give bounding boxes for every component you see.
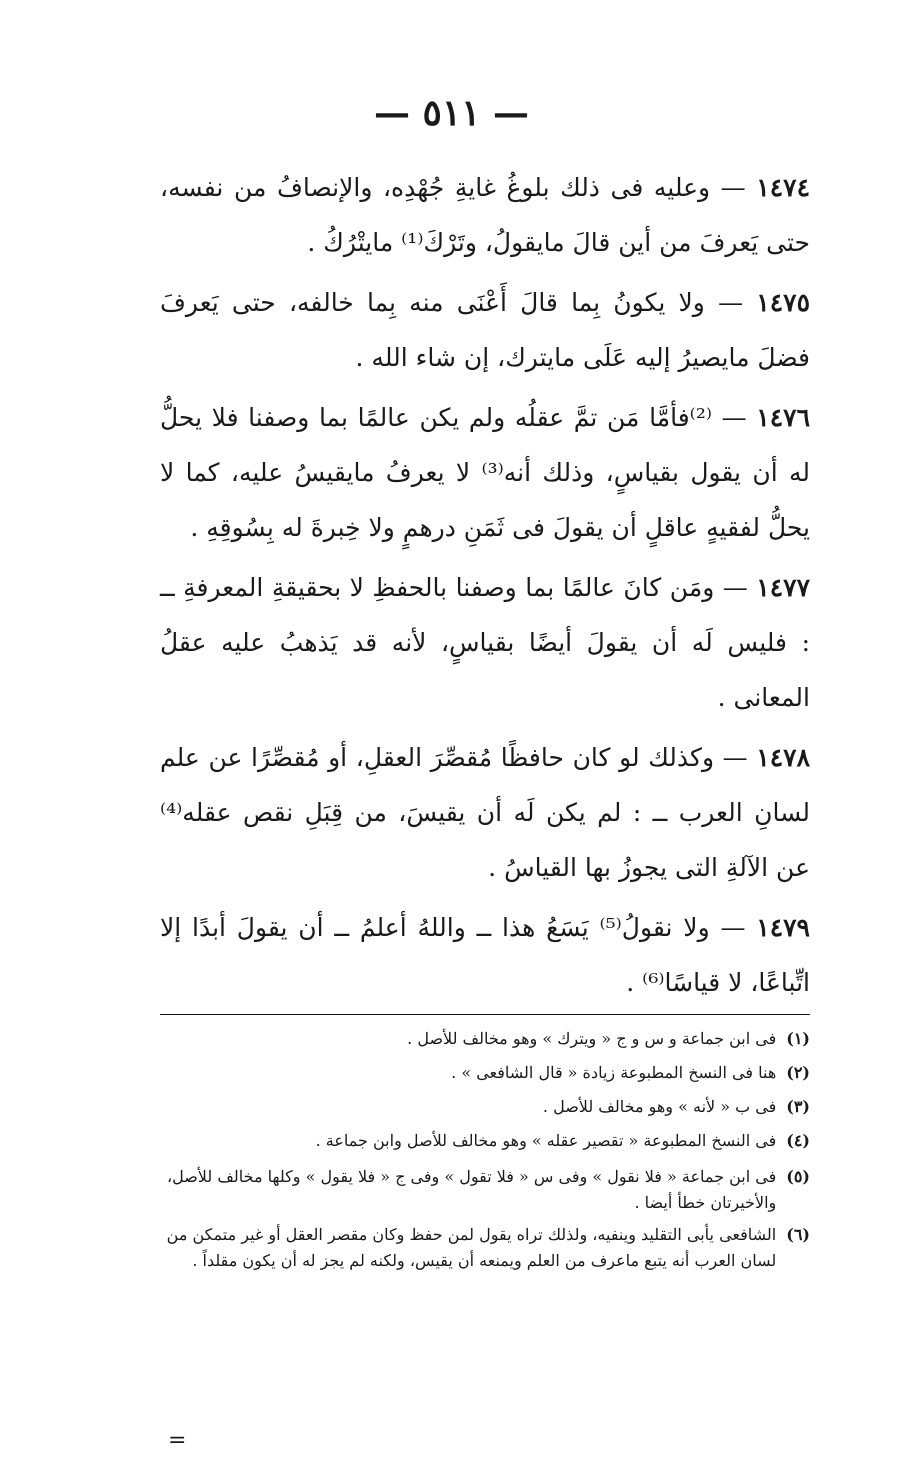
footnote-text: فى ب « لأنه » وهو مخالف للأصل . [542,1097,777,1116]
paragraph-number: ١٤٧٥ [756,288,810,317]
paragraph-text: — وعليه فى ذلك بلوغُ غايةِ جُهْدِه، والإنصافُ من نفسه، حتى يَعرفَ من أين قالَ مايقولُ، وتَرْكَ⁽¹⁾ مايتْرُكُ . [160,173,810,257]
footnote [160,1158,810,1216]
footnote-divider [160,1014,810,1015]
paragraph-number: ١٤٧٨ [756,743,810,772]
footnote-number: (٢) [786,1063,810,1082]
footnote-text: الشافعى يأبى التقليد وينفيه، ولذلك تراه يقول لمن حفظ وكان مقصر العقل أو غير متمكن من لسان العرب أنه يتبع ماعرف من العلم ويمنعه أن يقيس، ولكنه لم يجز له أن يكون مقلداً . [166,1225,777,1270]
paragraph-number: ١٤٧٩ [756,913,810,942]
paragraph-number: ١٤٧٧ [756,573,811,602]
footnote-number: (٤) [786,1131,810,1150]
main-text [160,160,810,1015]
paragraph-number: ١٤٧٦ [756,403,811,432]
paragraph-number: ١٤٧٤ [756,173,810,202]
footnote [160,1090,810,1124]
paragraph [160,160,810,270]
footnote [160,1022,810,1056]
paragraph-text: — ولا يكونُ بِما قالَ أَعْنَى منه بِما خالفه، حتى يَعرفَ فضلَ مايصيرُ إليه عَلَى مايترك، إن شاء الله . [160,288,810,372]
paragraph-text: — ⁽²⁾فأمَّا مَن تمَّ عقلُه ولم يكن عالمًا بما وصفنا فلا يحلُّ له أن يقول بقياسٍ، وذلك أنه⁽³⁾ لا يعرفُ مايقيسُ عليه، كما لا يحلُّ لفقيهٍ عاقلٍ أن يقولَ فى ثَمَنِ درهمٍ ولا خِبرةَ له بِسُوقِهِ . [160,403,810,542]
footnote-number: (٣) [786,1097,810,1116]
paragraph [160,560,810,725]
footnote [160,1056,810,1090]
footnote [160,1124,810,1158]
footnote-text: هنا فى النسخ المطبوعة زيادة « قال الشافعى » . [451,1063,777,1082]
footnote-text: فى النسخ المطبوعة « تقصير عقله » وهو مخالف للأصل وابن جماعة . [315,1131,777,1150]
paragraph-text: — ولا نقولُ⁽⁵⁾ يَسَعُ هذا ــ واللهُ أعلمُ ــ أن يقولَ أبدًا إلا اتِّباعًا، لا قياسًا⁽⁶⁾ . [160,913,810,997]
paragraph [160,390,810,555]
footnote-text: فى ابن جماعة و س و ج « ويترك » وهو مخالف للأصل . [407,1029,777,1048]
paragraph [160,900,810,1010]
footnote [160,1216,810,1274]
footnote-number: (٥) [786,1167,810,1186]
footnotes [160,1022,810,1274]
paragraph [160,275,810,385]
paragraph-text: — ومَن كانَ عالمًا بما وصفنا بالحفظِ لا بحقيقةِ المعرفةِ ــ : فليس لَه أن يقولَ أيضًا بقياسٍ، لأنه قد يَذهبُ عليه عقلُ المعانى . [160,573,810,712]
continuation-mark: = [168,1428,187,1453]
footnote-text: فى ابن جماعة « فلا نقول » وفى س « فلا تقول » وفى ج « فلا يقول » وكلها مخالف للأصل، والأخيرتان خطأ أيضا . [166,1167,777,1212]
paragraph-text: — وكذلك لو كان حافظًا مُقصِّرَ العقلِ، أو مُقصِّرًا عن علم لسانِ العرب ــ : لم يكن لَه أن يقيسَ، من قِبَلِ نقص عقله⁽⁴⁾ عن الآلةِ التى يجوزُ بها القياسُ . [160,743,810,882]
page-number: — ٥١١ — [373,92,530,134]
footnote-number: (١) [786,1029,810,1048]
footnote-number: (٦) [786,1225,810,1244]
paragraph [160,730,810,895]
